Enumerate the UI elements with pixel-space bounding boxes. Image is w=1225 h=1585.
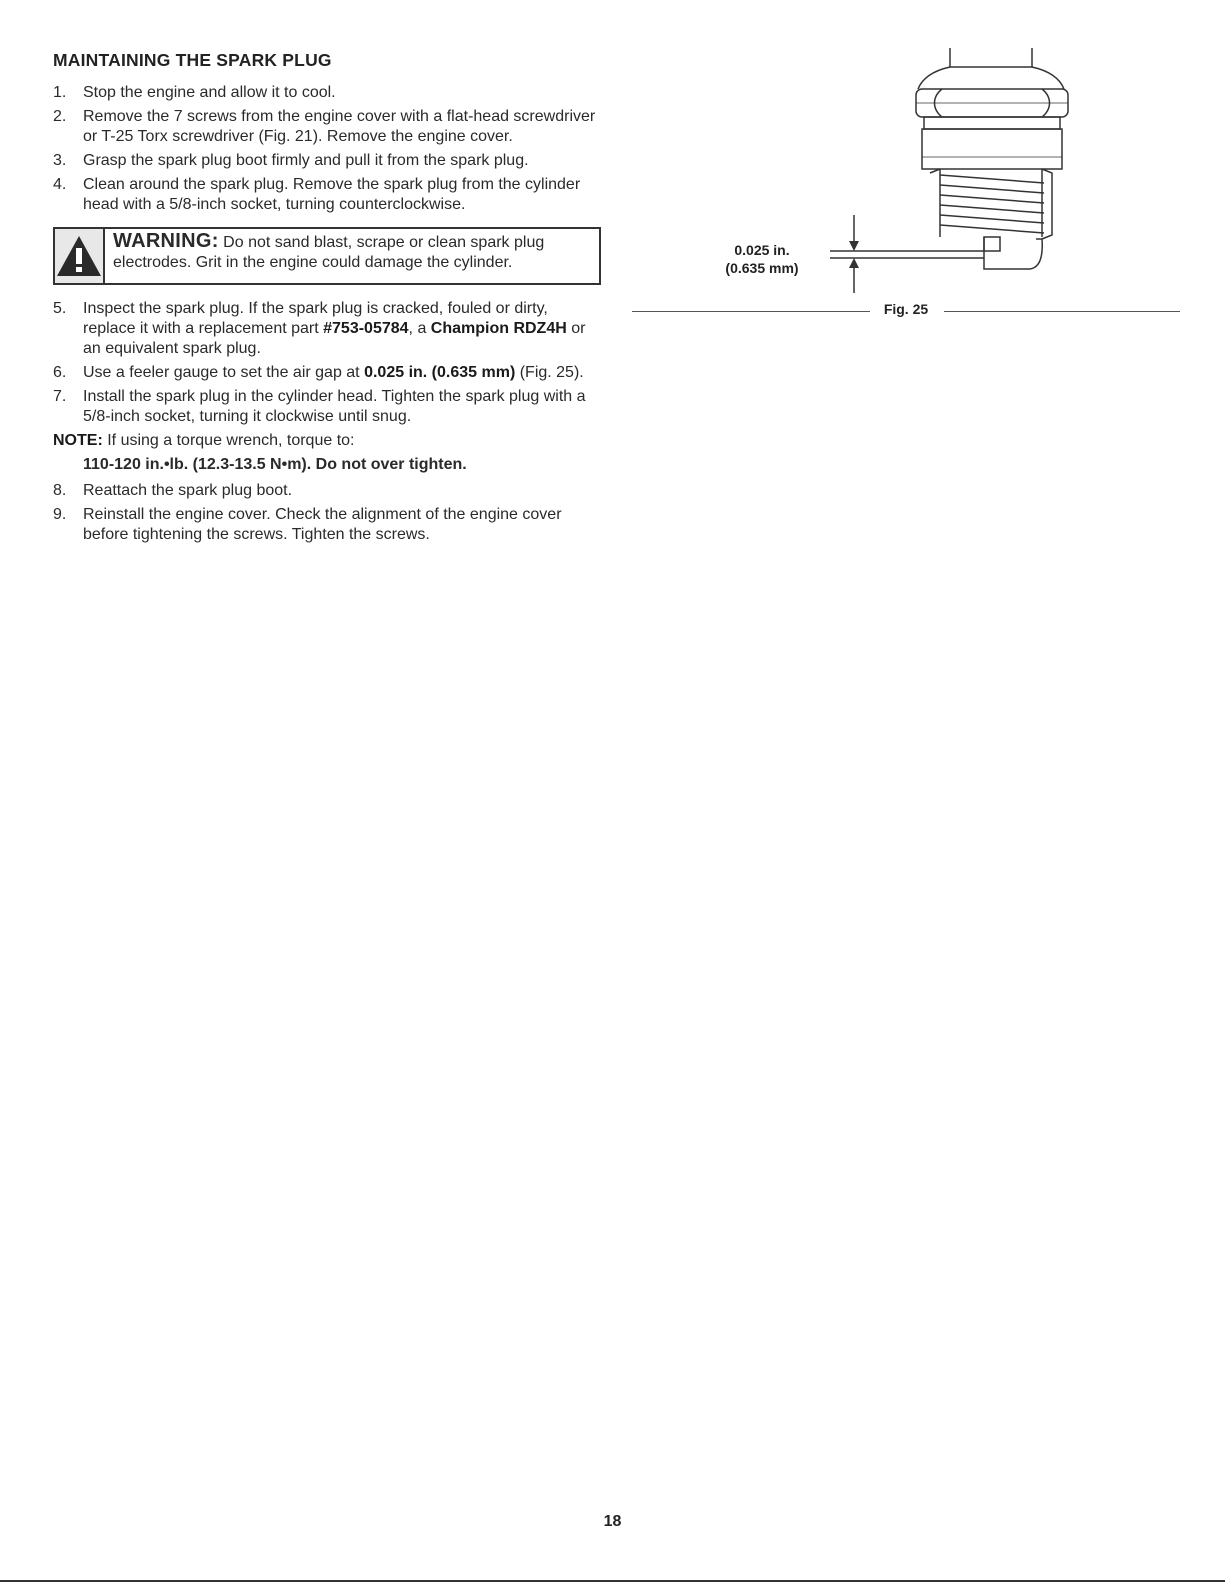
list-item: 8. Reattach the spark plug boot. bbox=[53, 482, 293, 499]
torque-spec: 110-120 in.•lb. (12.3-13.5 N•m). Do not over tighten. bbox=[83, 456, 467, 473]
list-item: 2. Remove the 7 screws from the engine cover with a flat-head screwdriver or T-25 Torx screwdriver (Fig. 21). Remove the engine cover. bbox=[53, 108, 596, 145]
list-item: 4. Clean around the spark plug. Remove the spark plug from the cylinder head with a 5/8-inch socket, turning counterclockwise. bbox=[53, 176, 581, 213]
list-item: 6. Use a feeler gauge to set the air gap at 0.025 in. (0.635 mm) (Fig. 25). bbox=[53, 364, 584, 381]
figure-caption-row bbox=[632, 301, 1180, 321]
page-number: 18 bbox=[603, 1513, 622, 1530]
gap-inches: 0.025 in. bbox=[734, 242, 790, 258]
note: NOTE: If using a torque wrench, torque to: bbox=[53, 432, 355, 449]
list-item: 9. Reinstall the engine cover. Check the alignment of the engine cover before tightening the screws. Tighten the screws. bbox=[53, 506, 562, 543]
page-bottom-rule bbox=[0, 1580, 1225, 1582]
spark-plug-model: Champion RDZ4H bbox=[430, 320, 567, 337]
list-item: 5. Inspect the spark plug. If the spark plug is cracked, fouled or dirty, replace it with a replacement part #753-05784, a Champion RDZ4H or an equivalent spark plug. bbox=[53, 300, 586, 357]
note-label: NOTE: bbox=[53, 432, 103, 449]
warning-icon-cell bbox=[55, 229, 105, 283]
gap-millimeters: (0.635 mm) bbox=[725, 260, 799, 276]
warning-triangle-icon bbox=[55, 234, 103, 278]
list-item: 1. Stop the engine and allow it to cool. bbox=[53, 84, 336, 101]
steps-list-2 bbox=[53, 299, 601, 427]
main-column bbox=[53, 50, 601, 549]
list-item: 3. Grasp the spark plug boot firmly and pull it from the spark plug. bbox=[53, 152, 529, 169]
part-number: #753-05784 bbox=[323, 320, 409, 337]
warning-label: WARNING: bbox=[113, 230, 219, 252]
figure-25 bbox=[632, 45, 1180, 330]
gap-label bbox=[712, 241, 812, 277]
steps-list-3 bbox=[53, 481, 601, 545]
air-gap-value: 0.025 in. (0.635 mm) bbox=[364, 364, 516, 381]
steps-list-1 bbox=[53, 83, 601, 215]
section-title: MAINTAINING THE SPARK PLUG bbox=[53, 50, 332, 70]
warning-box bbox=[53, 227, 601, 285]
warning-message: Do not sand blast, scrape or clean spark plug electrodes. Grit in the engine could damage the cylinder. bbox=[113, 234, 545, 271]
warning-text bbox=[105, 229, 599, 283]
caption-rule-right bbox=[944, 311, 1180, 312]
figure-caption: Fig. 25 bbox=[883, 301, 929, 317]
list-item: 7. Install the spark plug in the cylinder head. Tighten the spark plug with a 5/8-inch socket, turning it clockwise until snug. bbox=[53, 388, 586, 425]
caption-rule-left bbox=[632, 311, 870, 312]
